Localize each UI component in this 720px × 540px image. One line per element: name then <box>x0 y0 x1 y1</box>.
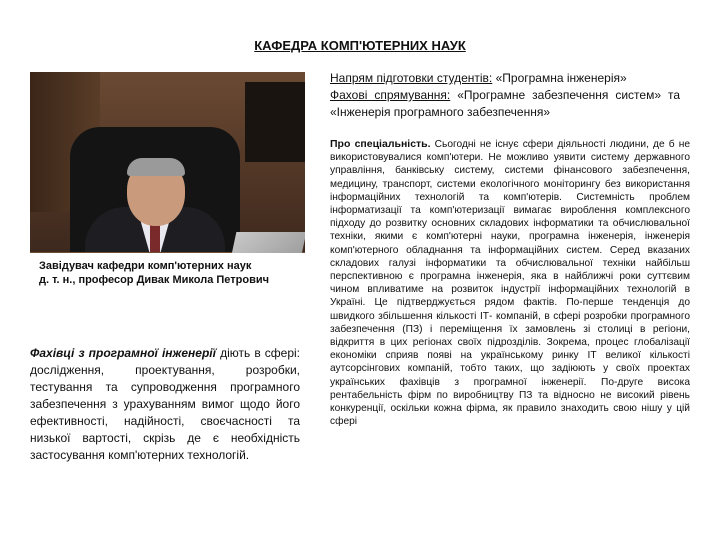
direction-label: Напрям підготовки студентів: <box>330 71 493 85</box>
about-specialty-lead: Про спеціальність. <box>330 138 431 150</box>
specialists-emphasis: Фахівці з програмної інженерії <box>30 346 216 360</box>
caption-line-1: Завідувач кафедри комп'ютерних наук <box>39 260 252 272</box>
specialists-paragraph <box>30 345 300 464</box>
caption-line-2: д. т. н., професор Дивак Микола Петрович <box>39 274 269 286</box>
photo-caption <box>30 253 305 307</box>
about-specialty-paragraph <box>330 138 690 428</box>
specialization-label: Фахові спрямування: <box>330 88 451 102</box>
specialists-text: діють в сфері: дослідження, проектування, розробки, тестування та супроводження програмного забезпечення з урахуванням вимог щодо його ефективності, надійності, своєчасності та низької вартості, скрізь де є необхідність застосування комп'ютерних технологій. <box>30 346 301 462</box>
direction-value: «Програмна інженерія» <box>492 71 627 85</box>
portrait-photo <box>30 72 305 307</box>
photo-hair <box>127 158 185 176</box>
about-specialty-text: Сьогодні не існує сфери діяльності людини, де б не використовувалися комп'ютери. Не можливо уявити систему державного управління, банківську систему, системи фінансового забезпечення, медицину, транспорт, системи екологічного моніторингу без використання інформаційних технологій та комп'ютерів. Системність проблем інформатизації та комп'ютеризації вимагає вироблення комплексного підходу до розвитку основних складових інформатики та обчислювальної техніки, якими є комп'ютерні науки, програмна інженерія, інженерія комп'ютерного обладнання та інформаційних систем. Серед вказаних складових галузі інформатики та обчислювальної техніки найбільш перспективною є програмна інженерія, яка в найближчі роки суттєвим чином впливатиме на розвиток індустрії інформаційних технологій в Україні. Це підтверджується рядом фактів. По-перше тенденція до швидкого збільшення кількості ІТ- компаній, в сфері розробки програмного забезпечення (ПЗ) і переміщення їх замовлень зі столиці в регіони, відкриття в цих регіонах своїх підрозділів. Зокрема, процес глобалізації економіки сприяв появі на українському ринку ІТ великої кількості аутсорсінгових компаній, тобто таких, що задіюють у своїх проектах українських фахівців з програмної інженерії. По-друге висока рентабельність фірм по виробництву ПЗ та відносно не високий рівень конкуренції, оскільки кожна фірма, як правило знаходить свою нішу у цій сфері <box>330 139 690 428</box>
page-title-text: КАФЕДРА КОМП'ЮТЕРНИХ НАУК <box>254 38 466 53</box>
direction-line <box>330 70 680 87</box>
photo-monitor <box>245 82 305 162</box>
page-title <box>0 38 720 53</box>
specialization-line <box>330 87 680 121</box>
specialization-value: «Програмне забезпечення систем» та «Інженерія програмного забезпечення» <box>330 88 680 119</box>
direction-block <box>330 70 680 121</box>
